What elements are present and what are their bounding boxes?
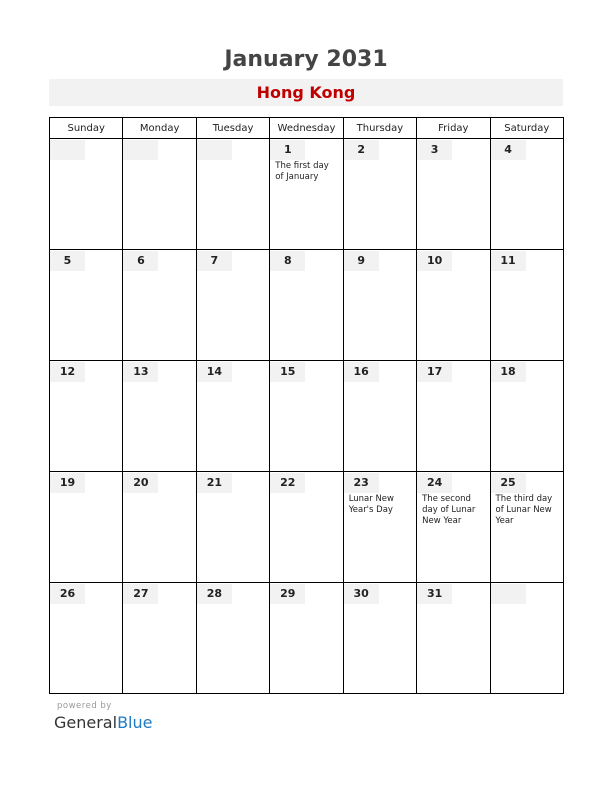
day-cell <box>196 139 269 250</box>
day-cell <box>417 250 490 361</box>
day-cell <box>343 361 416 472</box>
day-cell <box>343 250 416 361</box>
day-cell <box>490 250 563 361</box>
day-number: 20 <box>123 473 158 493</box>
day-number: 9 <box>344 251 379 271</box>
day-cell <box>270 361 343 472</box>
weekday-wednesday: Wednesday <box>270 118 343 139</box>
day-cell <box>196 361 269 472</box>
day-cell <box>196 583 269 694</box>
day-cell <box>196 472 269 583</box>
day-cell <box>50 583 123 694</box>
weekday-monday: Monday <box>123 118 196 139</box>
day-cell <box>123 139 196 250</box>
day-number: 14 <box>197 362 232 382</box>
day-number: 18 <box>491 362 526 382</box>
day-number: 27 <box>123 584 158 604</box>
day-number: 6 <box>123 251 158 271</box>
day-cell <box>50 361 123 472</box>
day-cell <box>490 472 563 583</box>
brand-general-text: General <box>54 713 118 732</box>
day-number: 23 <box>344 473 379 493</box>
day-number: 7 <box>197 251 232 271</box>
day-number: 19 <box>50 473 85 493</box>
brand-blue-text: Blue <box>117 713 153 732</box>
day-cell <box>196 250 269 361</box>
holiday-label: The third day of Lunar New Year <box>495 494 553 526</box>
day-number <box>50 140 85 160</box>
day-number: 30 <box>344 584 379 604</box>
region-bar <box>49 79 563 106</box>
week-row <box>50 361 564 472</box>
day-number: 15 <box>270 362 305 382</box>
day-number <box>123 140 158 160</box>
day-number: 10 <box>417 251 452 271</box>
weekday-header-row <box>50 118 564 139</box>
day-number: 8 <box>270 251 305 271</box>
day-cell <box>123 583 196 694</box>
weekday-friday: Friday <box>417 118 490 139</box>
day-cell <box>50 250 123 361</box>
week-row <box>50 250 564 361</box>
day-cell <box>343 139 416 250</box>
day-cell <box>270 583 343 694</box>
day-cell <box>490 583 563 694</box>
day-cell <box>343 472 416 583</box>
week-row <box>50 139 564 250</box>
day-cell <box>490 139 563 250</box>
day-number: 17 <box>417 362 452 382</box>
day-cell <box>417 361 490 472</box>
page-title: January 2031 <box>224 47 388 72</box>
day-number: 1 <box>270 140 305 160</box>
day-number: 4 <box>491 140 526 160</box>
day-cell <box>123 250 196 361</box>
holiday-label: The second day of Lunar New Year <box>422 494 476 526</box>
day-number: 21 <box>197 473 232 493</box>
day-number: 11 <box>491 251 526 271</box>
calendar-grid <box>49 117 564 694</box>
powered-by-label: powered by <box>57 701 112 711</box>
region-name: Hong Kong <box>256 83 356 102</box>
day-number: 26 <box>50 584 85 604</box>
day-cell <box>417 583 490 694</box>
day-number: 2 <box>344 140 379 160</box>
week-row <box>50 583 564 694</box>
weekday-sunday: Sunday <box>50 118 123 139</box>
generalblue-logo[interactable] <box>54 713 152 732</box>
weekday-thursday: Thursday <box>343 118 416 139</box>
day-cell <box>123 472 196 583</box>
day-number: 24 <box>417 473 452 493</box>
day-number: 31 <box>417 584 452 604</box>
day-number <box>491 584 526 604</box>
day-cell <box>270 250 343 361</box>
day-number: 12 <box>50 362 85 382</box>
day-number: 22 <box>270 473 305 493</box>
day-number: 28 <box>197 584 232 604</box>
day-cell <box>123 361 196 472</box>
day-cell <box>270 472 343 583</box>
weekday-tuesday: Tuesday <box>196 118 269 139</box>
day-number: 5 <box>50 251 85 271</box>
week-row <box>50 472 564 583</box>
day-cell <box>417 139 490 250</box>
holiday-label: Lunar New Year's Day <box>348 494 394 515</box>
day-cell <box>50 139 123 250</box>
day-number <box>197 140 232 160</box>
weekday-saturday: Saturday <box>490 118 563 139</box>
day-number: 13 <box>123 362 158 382</box>
day-number: 3 <box>417 140 452 160</box>
holiday-label: The first day of January <box>275 161 329 182</box>
day-cell <box>50 472 123 583</box>
day-number: 16 <box>344 362 379 382</box>
calendar-body <box>50 139 564 694</box>
day-number: 29 <box>270 584 305 604</box>
day-cell <box>343 583 416 694</box>
day-number: 25 <box>491 473 526 493</box>
day-cell <box>490 361 563 472</box>
day-cell <box>417 472 490 583</box>
day-cell <box>270 139 343 250</box>
